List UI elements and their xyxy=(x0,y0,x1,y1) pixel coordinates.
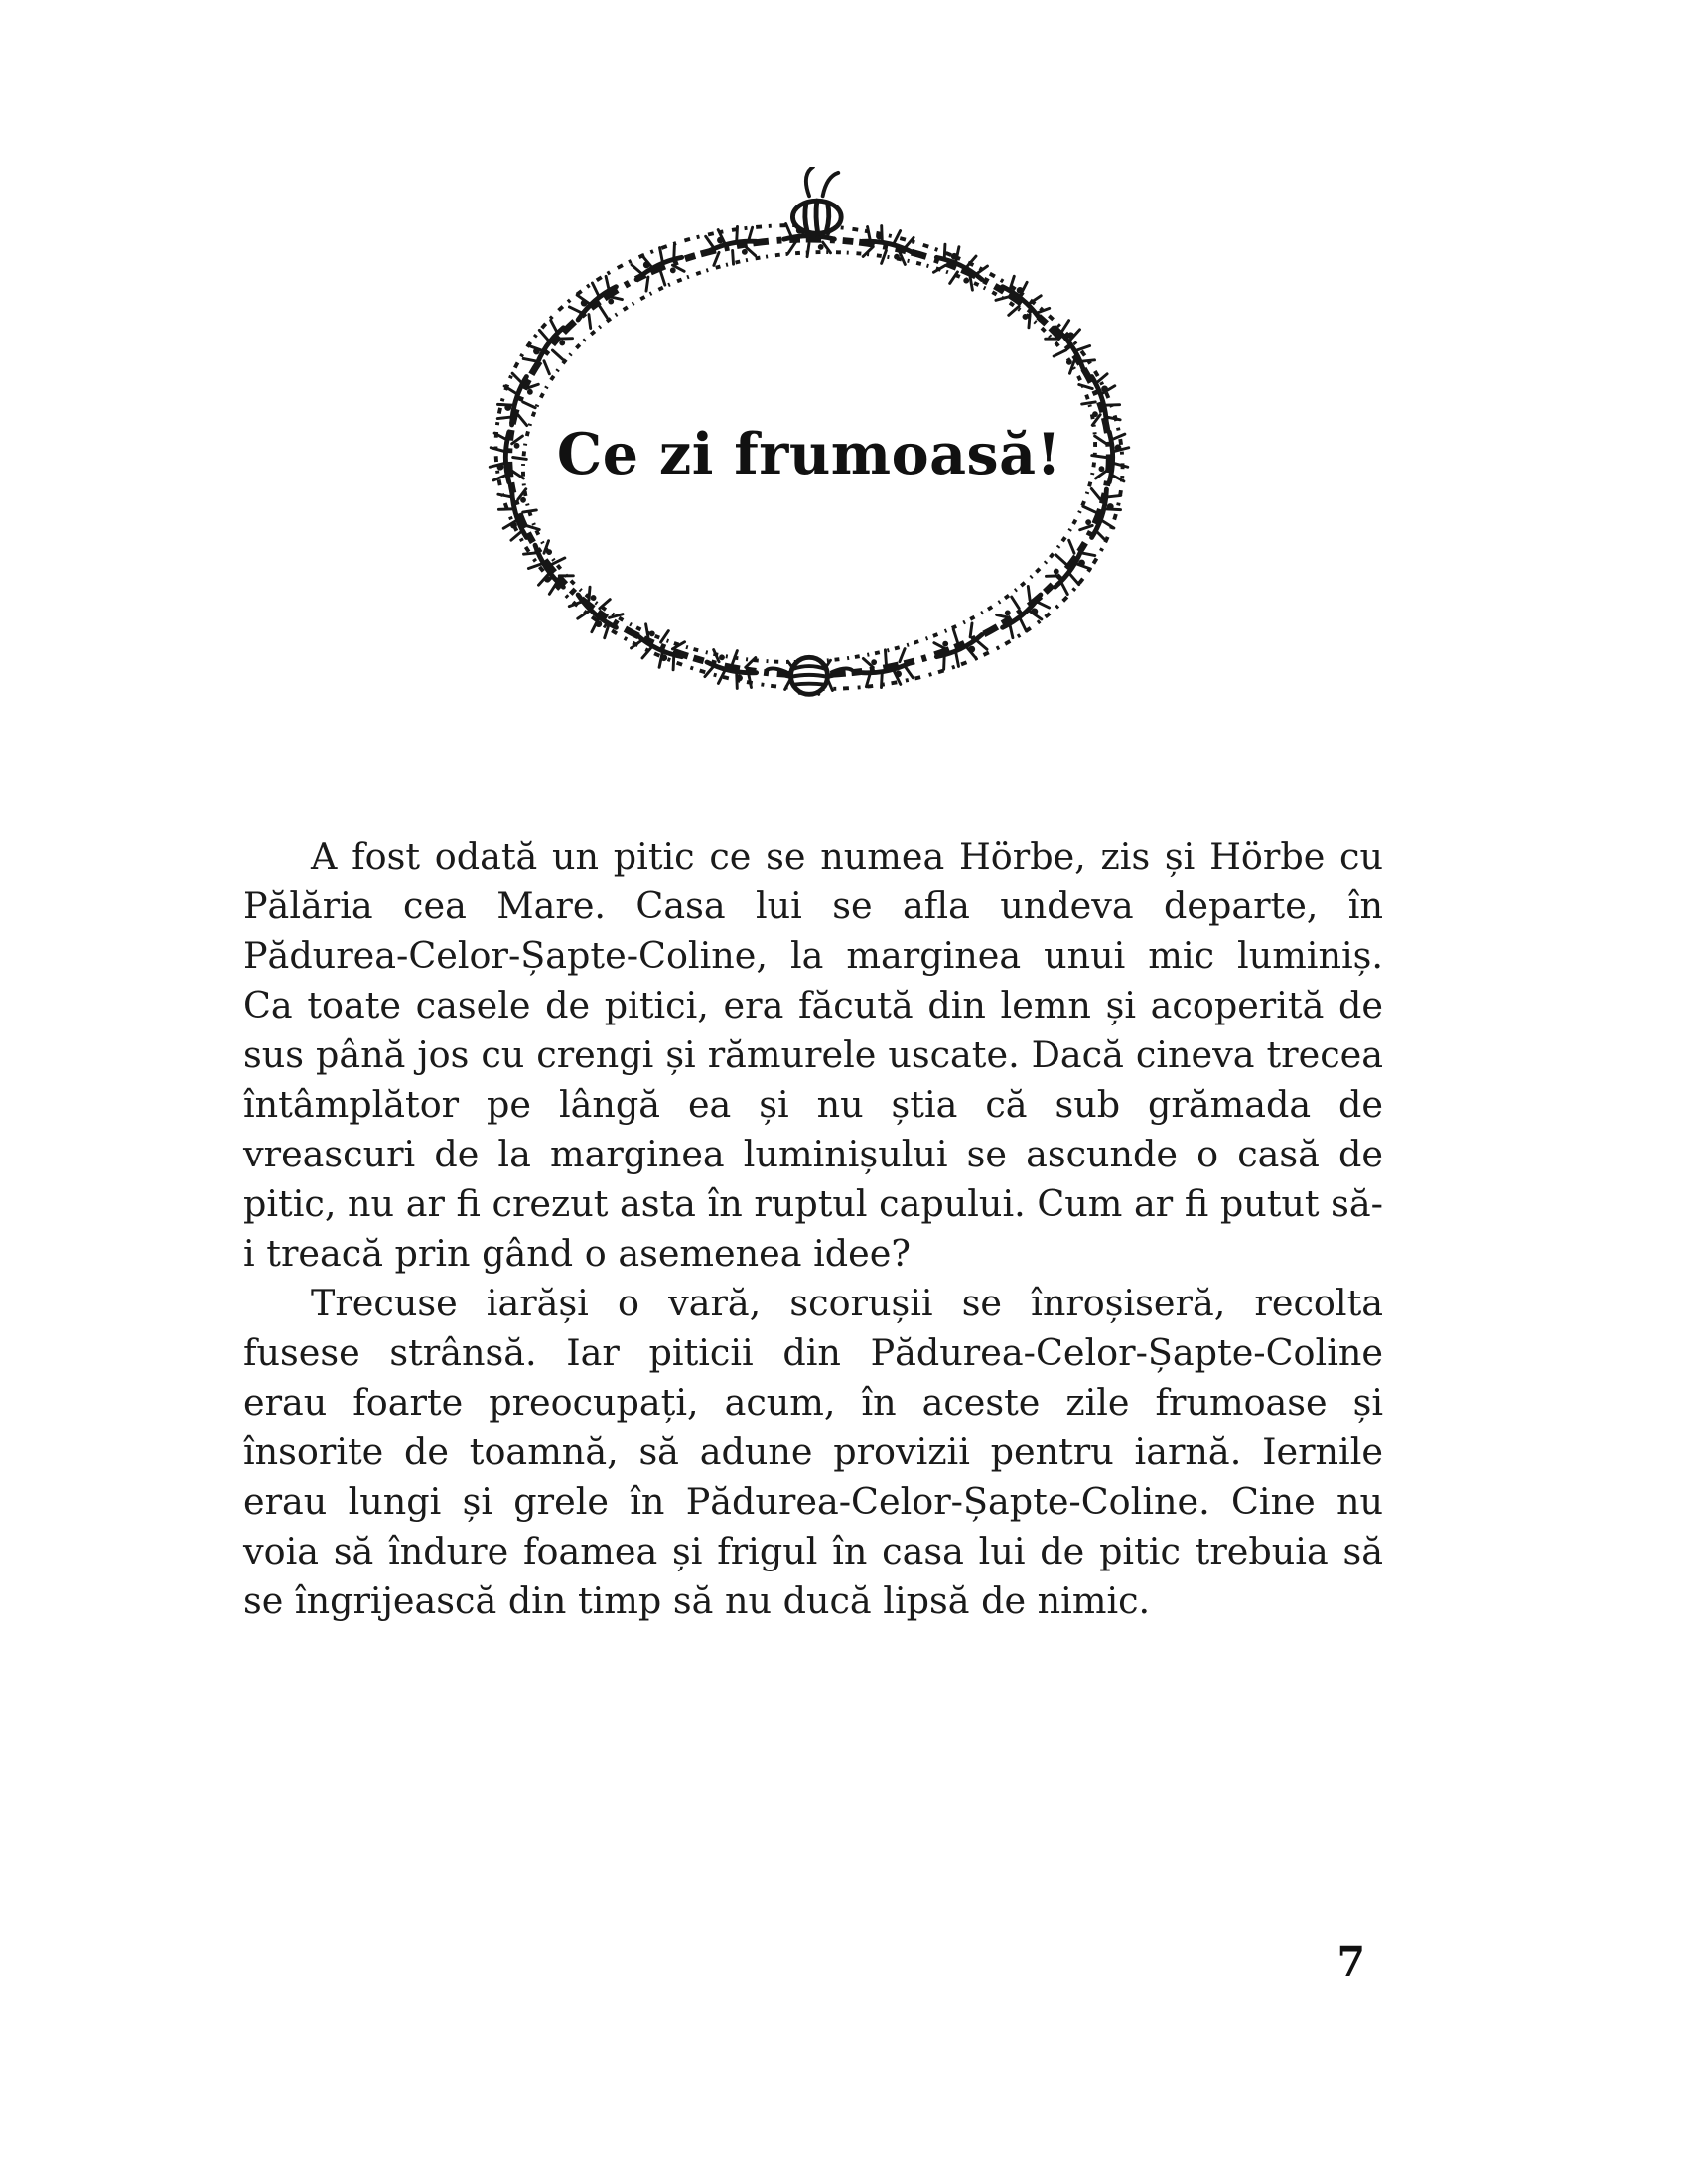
body-text xyxy=(243,832,1383,1626)
page-number: 7 xyxy=(1336,1938,1365,1985)
paragraph-2: Trecuse iarăși o vară, scorușii se înroșiseră, recolta fusese strânsă. Iar piticii din Pădurea-Celor-Șapte-Coline erau foarte preocupați, acum, în aceste zile frumoase și însorite de toamnă, să adune provizii pentru iarnă. Iernile erau lungi și grele în Pădurea-Celor-Șapte-Coline. Cine nu voia să îndure foamea și frigul în casa lui de pitic trebuia să se îngrijească din timp să nu ducă lipsă de nimic. xyxy=(243,1282,1383,1622)
chapter-title: Ce zi frumoasă! xyxy=(556,421,1062,487)
paragraph-1: A fost odată un pitic ce se numea Hörbe, zis și Hörbe cu Pălăria cea Mare. Casa lui se afla undeva departe, în Pădurea-Celor-Șapte-Coline, la marginea unui mic luminiș. Ca toate casele de pitici, era făcută din lemn și acoperită de sus până jos cu crengi și rămurele uscate. Dacă cineva trecea întâmplător pe lângă ea și nu știa că sub grămada de vreascuri de la marginea luminișului se ascunde o casă de pitic, nu ar fi crezut asta în ruptul capului. Cum ar fi putut să-i treacă prin gând o asemenea idee? xyxy=(243,835,1383,1275)
wreath-illustration xyxy=(422,167,1196,748)
